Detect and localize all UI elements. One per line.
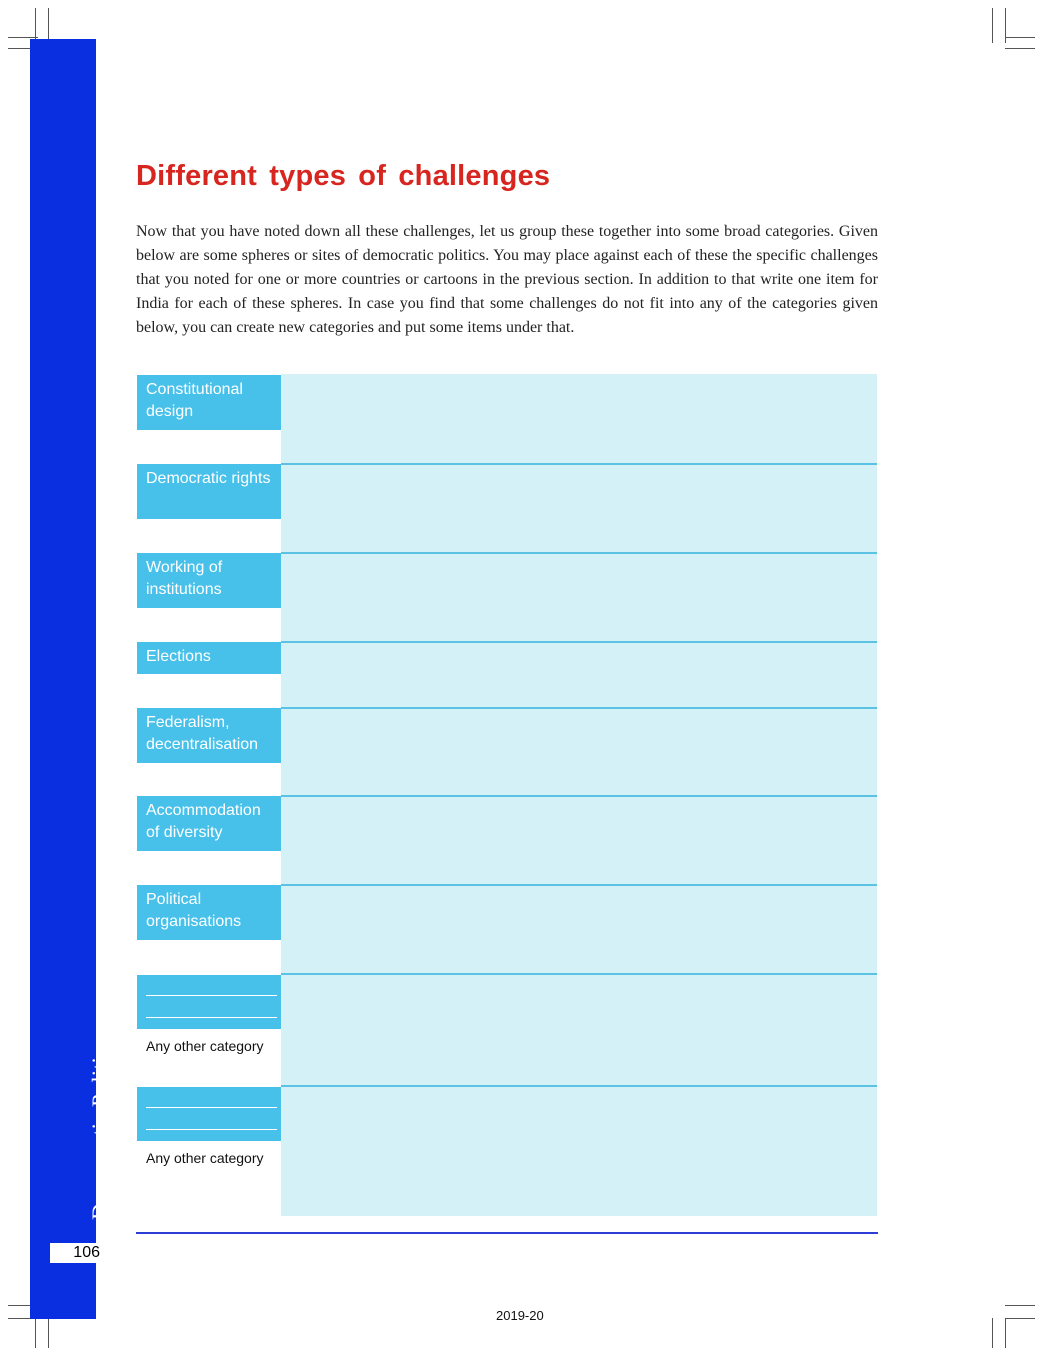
category-constitutional-design: Constitutional design [137,375,281,430]
other-category-blank[interactable] [137,1087,281,1141]
crop-mark [992,8,993,43]
crop-mark [1005,37,1035,38]
row-divider [281,552,877,554]
bottom-rule [136,1232,878,1234]
row-divider [281,707,877,709]
other-category-label: Any other category [146,1038,264,1054]
category-federalism: Federalism, decentralisation [137,708,281,763]
crop-mark [1005,1305,1035,1306]
blank-line [146,1107,277,1108]
blank-line [146,1017,277,1018]
row-divider [281,463,877,465]
category-political-organisations: Political organisations [137,885,281,940]
category-working-of-institutions: Working of institutions [137,553,281,608]
crop-mark [992,1318,993,1348]
row-divider [281,884,877,886]
row-divider [281,1085,877,1087]
crop-mark [1005,1318,1035,1319]
row-divider [281,795,877,797]
category-accommodation-of-diversity: Accommodation of diversity [137,796,281,851]
crop-mark [48,1318,49,1348]
blank-line [146,1129,277,1130]
crop-mark [1005,48,1035,49]
category-elections: Elections [137,642,281,674]
crop-mark [48,8,49,43]
crop-mark [1005,1318,1006,1348]
side-band [30,39,96,1319]
crop-mark [8,37,38,38]
other-category-label: Any other category [146,1150,264,1166]
row-divider [281,973,877,975]
side-book-title: Democratic Politics [88,1037,113,1220]
other-category-blank[interactable] [137,975,281,1029]
category-democratic-rights: Democratic rights [137,464,281,519]
blank-line [146,995,277,996]
page-number-text: 106 [73,1244,100,1261]
row-divider [281,641,877,643]
crop-mark [35,1318,36,1348]
intro-paragraph: Now that you have noted down all these challenges, let us group these together into some broad categories. Given below are some spheres or sites of democratic politics. You may place against each of these the specific challenges that you noted for one or more countries or cartoons in the previous section. In addition to that write one item for India for each of these spheres. In case you find that some challenges do not fit into any of the categories given below, you can create new categories and put some items under that. [136,223,878,336]
page-number [50,1243,102,1263]
edition-year: 2019-20 [496,1308,544,1323]
section-heading: Different types of challenges [136,160,551,192]
